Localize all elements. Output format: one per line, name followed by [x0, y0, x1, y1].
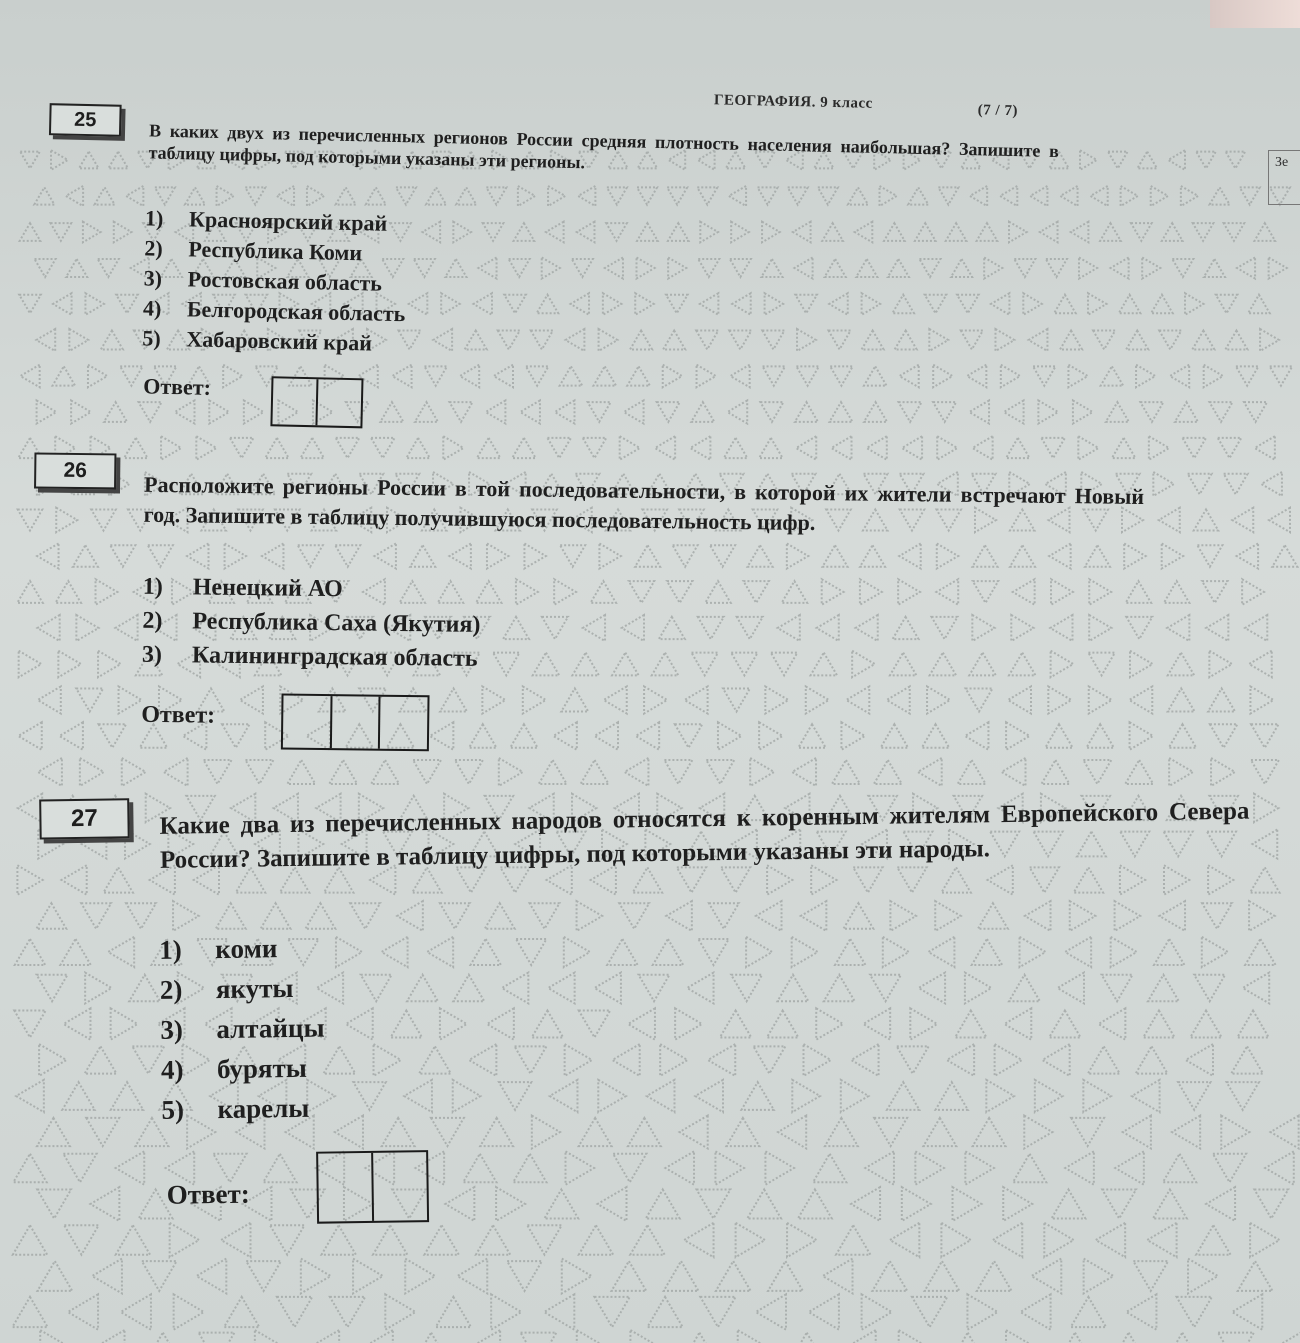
question-number-box: 25: [49, 103, 122, 137]
list-item: 1) коми: [159, 933, 278, 965]
list-item: 2) Республика Коми: [144, 235, 363, 266]
list-item: 4) Белгородская область: [142, 295, 406, 327]
question-number-box: 26: [34, 452, 116, 489]
list-item: 2) якуты: [159, 973, 294, 1005]
list-item: 5) карелы: [161, 1092, 310, 1125]
list-item: 4) буряты: [160, 1052, 308, 1085]
list-item: 5) Хабаровский край: [142, 325, 373, 356]
list-item: 1) Ненецкий АО: [142, 573, 343, 603]
question-number-box: 27: [39, 798, 130, 839]
question-text: Расположите регионы России в той последовательности, в которой их жители встречают Новый год. Запишите в таблицу получившуюся последовательность цифр.: [143, 471, 1145, 535]
answer-label: Ответ:: [142, 373, 212, 400]
page-header-subject: ГЕОГРАФИЯ. 9 класс: [713, 92, 873, 112]
list-item: 3) алтайцы: [160, 1012, 325, 1045]
answer-cell[interactable]: [318, 1153, 374, 1222]
list-item: 3) Калининградская область: [141, 641, 478, 672]
answer-label: Ответ:: [166, 1178, 250, 1210]
side-tab: Зе: [1268, 150, 1300, 205]
question-text: Какие два из перечисленных народов относятся к коренным жителям Европейского Севера России? Запишите в таблицу цифры, под которыми указаны эти народы.: [159, 797, 1250, 874]
options-list: [159, 928, 326, 1130]
question-text: В каких двух из перечисленных регионов России средняя плотность населения наибольшая? Запишите в таблицу цифры, под которыми указаны эти регионы.: [148, 120, 1060, 173]
answer-table[interactable]: [316, 1150, 429, 1224]
list-item: 2) Республика Саха (Якутия): [142, 607, 481, 638]
list-item: 1) Красноярский край: [144, 205, 388, 236]
answer-label: Ответ:: [141, 701, 216, 729]
page-header-page-number: (7 / 7): [977, 102, 1019, 120]
list-item: 3) Ростовская область: [143, 265, 383, 296]
answer-cell[interactable]: [373, 1152, 427, 1221]
